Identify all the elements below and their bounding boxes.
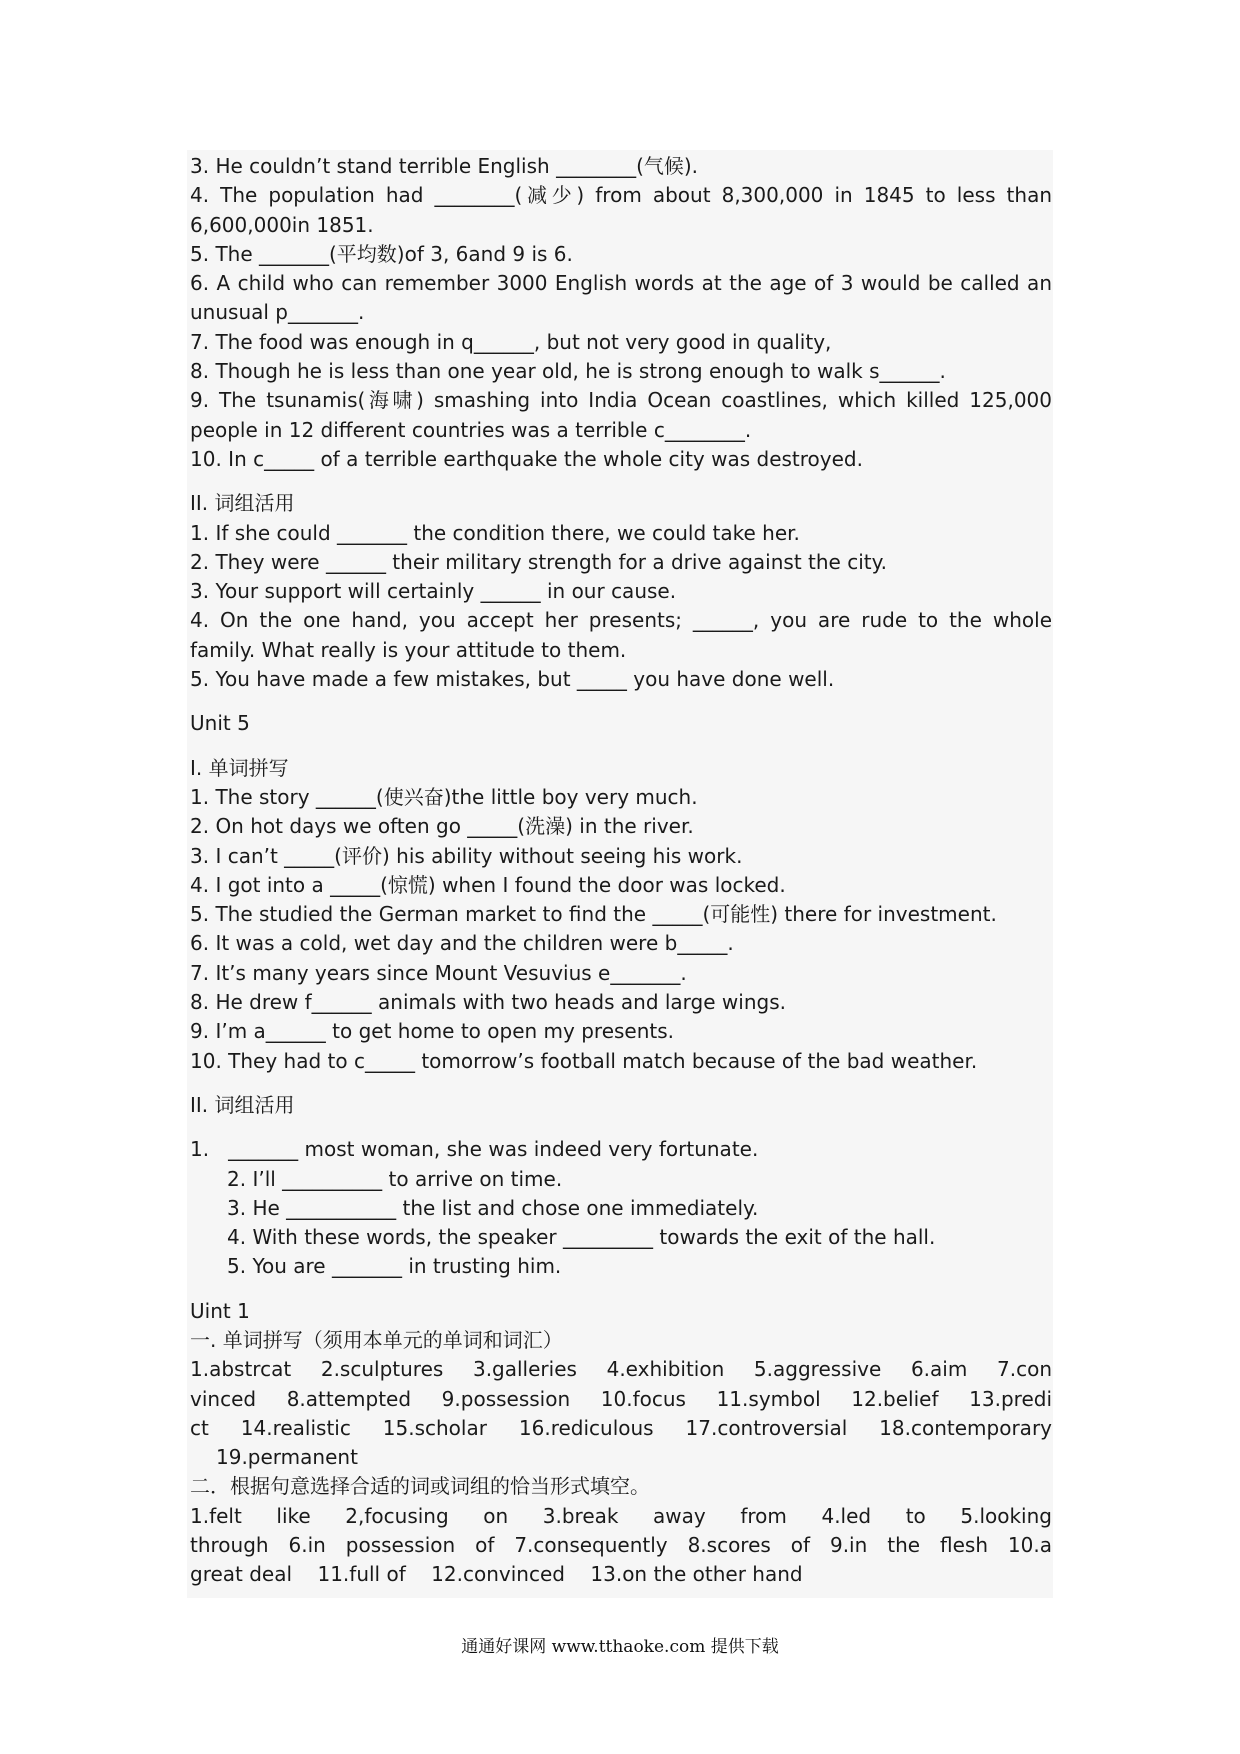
exercise-line: 6,600,000in 1851. (190, 212, 374, 237)
exercise-line: 5. The studied the German market to find the _____(可能性) there for investment. (190, 902, 997, 927)
exercise-line: 1. If she could _______ the condition there, we could take her. (190, 520, 800, 545)
answer-line: 19.permanent (216, 1445, 358, 1470)
exercise-line: 1. _______ most woman, she was indeed very fortunate. (190, 1137, 759, 1162)
exercise-line: 9. I’m a______ to get home to open my presents. (190, 1019, 675, 1044)
exercise-line: 8. Though he is less than one year old, he is strong enough to walk s______. (190, 359, 946, 384)
unit-title: Unit 5 (190, 711, 250, 736)
answer-line: 1.abstrcat 2.sculptures 3.galleries 4.exhibition 5.aggressive 6.aim 7.con (190, 1357, 1052, 1382)
exercise-line: 2. On hot days we often go _____(洗澡) in the river. (190, 814, 694, 839)
exercise-line: 4. With these words, the speaker _________ towards the exit of the hall. (227, 1225, 936, 1250)
exercise-line: 10. In c_____ of a terrible earthquake the whole city was destroyed. (190, 446, 863, 471)
answers-section (190, 1297, 1052, 1590)
exercise-line: 3. He couldn’t stand terrible English ________(气候). (190, 154, 699, 178)
exercise-line: 4. I got into a _____(惊慌) when I found the door was locked. (190, 872, 786, 897)
section-heading: II. 词组活用 (190, 1092, 295, 1117)
exercise-line: 7. It’s many years since Mount Vesuvius e_______. (190, 960, 687, 985)
unit4-word-spelling-continued (190, 152, 1052, 474)
exercise-line: 3. He ___________ the list and chose one immediately. (227, 1195, 759, 1220)
exercise-line: 6. It was a cold, wet day and the children were b_____. (190, 931, 734, 956)
exercise-line: 9. The tsunamis(海啸) smashing into India Ocean coastlines, which killed 125,000 (190, 388, 1052, 413)
unit5-section (190, 709, 1052, 1281)
answer-line: ct 14.realistic 15.scholar 16.rediculous 17.controversial 18.contemporary (190, 1415, 1052, 1440)
exercise-line: 3. Your support will certainly ______ in our cause. (190, 579, 677, 604)
exercise-line: 7. The food was enough in q______, but not very good in quality, (190, 329, 832, 354)
exercise-line: 8. He drew f______ animals with two heads and large wings. (190, 990, 786, 1015)
exercise-line: people in 12 different countries was a terrible c________. (190, 417, 752, 442)
exercise-line: 2. I’ll __________ to arrive on time. (227, 1166, 563, 1191)
answer-line: great deal 11.full of 12.convinced 13.on the other hand (190, 1562, 803, 1587)
section-heading: I. 单词拼写 (190, 755, 289, 780)
exercise-line: 10. They had to c_____ tomorrow’s football match because of the bad weather. (190, 1048, 978, 1073)
exercise-line: 4. On the one hand, you accept her presents; ______, you are rude to the whole (190, 608, 1052, 633)
exercise-line: family. What really is your attitude to them. (190, 637, 627, 662)
section-heading: 一. 单词拼写（须用本单元的单词和词汇） (190, 1327, 563, 1352)
answer-line: vinced 8.attempted 9.possession 10.focus 11.symbol 12.belief 13.predi (190, 1386, 1052, 1411)
exercise-line: 5. You are _______ in trusting him. (227, 1254, 562, 1279)
exercise-line: 2. They were ______ their military strength for a drive against the city. (190, 549, 887, 574)
exercise-line: 4. The population had ________(减少) from about 8,300,000 in 1845 to less than (190, 183, 1052, 208)
unit-title: Uint 1 (190, 1298, 250, 1323)
exercise-line: 1. The story ______(使兴奋)the little boy very much. (190, 784, 698, 809)
document-content (190, 152, 1052, 1590)
section-heading: 二．根据句意选择合适的词或词组的恰当形式填空。 (190, 1474, 650, 1499)
exercise-line: 3. I can’t _____(评价) his ability without seeing his work. (190, 843, 743, 868)
answer-line: 1.felt like 2,focusing on 3.break away from 4.led to 5.looking (190, 1503, 1052, 1528)
exercise-line: 6. A child who can remember 3000 English words at the age of 3 would be called an (190, 271, 1052, 296)
exercise-line: 5. You have made a few mistakes, but _____ you have done well. (190, 667, 835, 692)
unit4-phrase-usage (190, 489, 1052, 694)
page-footer: 通通好课网 www.tthaoke.com 提供下载 (461, 1637, 779, 1657)
section-heading: II. 词组活用 (190, 491, 295, 516)
answer-line: through 6.in possession of 7.consequently 8.scores of 9.in the flesh 10.a (190, 1533, 1052, 1558)
exercise-line: 5. The _______(平均数)of 3, 6and 9 is 6. (190, 241, 573, 266)
exercise-line: unusual p_______. (190, 300, 365, 325)
